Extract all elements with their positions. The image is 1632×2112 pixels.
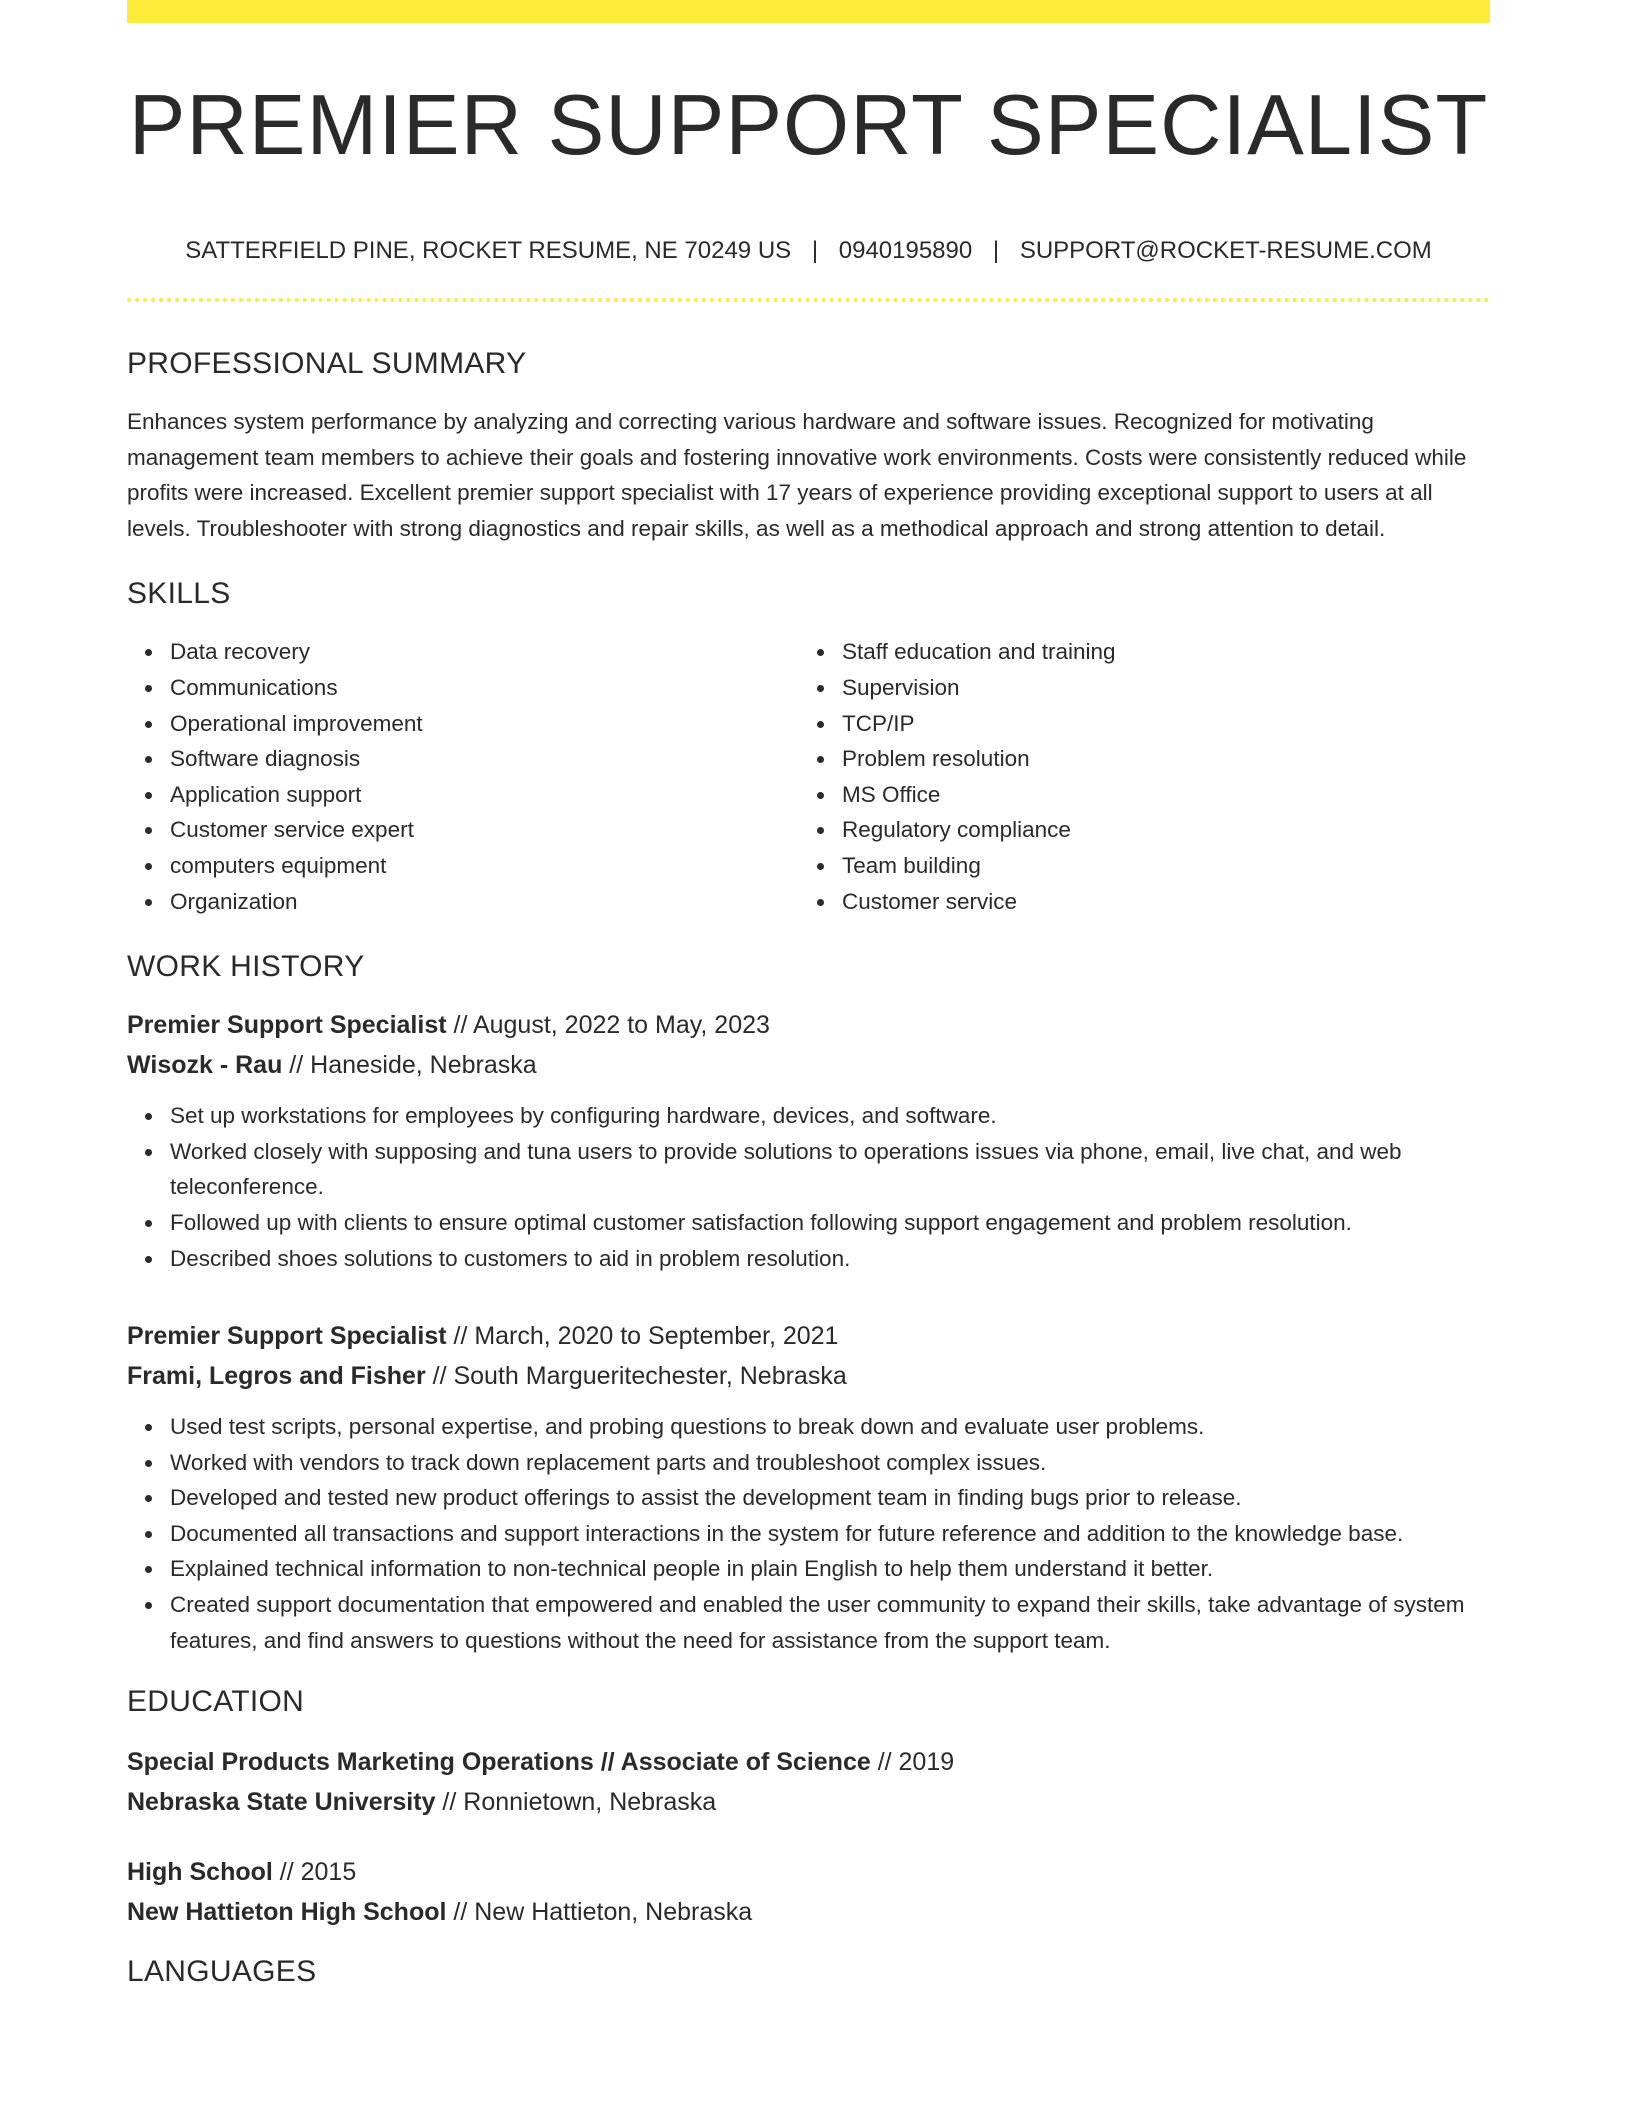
education-entry bbox=[127, 1742, 1490, 1822]
job-bullet: Used test scripts, personal expertise, and probing questions to break down and evaluate user problems. bbox=[170, 1409, 1490, 1445]
skill-item: TCP/IP bbox=[842, 706, 1471, 742]
skill-item: MS Office bbox=[842, 777, 1471, 813]
job-bullet: Followed up with clients to ensure optimal customer satisfaction following support engagement and problem resolution. bbox=[170, 1205, 1490, 1241]
resume-content bbox=[127, 0, 1490, 1990]
education-school-line bbox=[127, 1782, 1490, 1822]
skill-item: Communications bbox=[170, 670, 799, 706]
skills-section-title: SKILLS bbox=[127, 577, 231, 611]
job-entry bbox=[127, 1316, 1490, 1658]
job-company: Frami, Legros and Fisher bbox=[127, 1362, 426, 1391]
job-bullet: Explained technical information to non-technical people in plain English to help them understand it better. bbox=[170, 1551, 1490, 1587]
education-degree-line bbox=[127, 1852, 1490, 1892]
skill-item: Data recovery bbox=[170, 634, 799, 670]
summary-text: Enhances system performance by analyzing and correcting various hardware and software issues. Recognized for motivating management team members to achieve their goals and fostering innovative work environments. Costs were consistently reduced while profits were increased. Excellent premier support specialist with 17 years of experience providing exceptional support to users at all levels. Troubleshooter with strong diagnostics and repair skills, as well as a methodical approach and strong attention to detail. bbox=[127, 409, 1467, 541]
contact-email: SUPPORT@ROCKET-RESUME.COM bbox=[1019, 237, 1432, 264]
job-bullet: Created support documentation that empowered and enabled the user community to expand their skills, take advantage of system features, and find answers to questions without the need for assistance from the support team. bbox=[170, 1587, 1490, 1658]
job-bullet: Worked closely with supposing and tuna users to provide solutions to operations issues via phone, email, live chat, and web teleconference. bbox=[170, 1134, 1490, 1205]
education-degree: High School bbox=[127, 1858, 273, 1887]
education-location: // New Hattieton, Nebraska bbox=[446, 1898, 753, 1927]
skills-list-right bbox=[799, 634, 1471, 919]
contact-separator: | bbox=[811, 237, 819, 264]
job-dates: // August, 2022 to May, 2023 bbox=[446, 1011, 770, 1040]
job-bullet: Documented all transactions and support interactions in the system for future reference and addition to the knowledge base. bbox=[170, 1516, 1490, 1552]
skill-item: Team building bbox=[842, 848, 1471, 884]
job-location: // Haneside, Nebraska bbox=[282, 1051, 537, 1080]
skill-item: Organization bbox=[170, 884, 799, 920]
dotted-divider bbox=[127, 298, 1490, 302]
education-school: Nebraska State University bbox=[127, 1788, 436, 1817]
job-location: // South Margueritechester, Nebraska bbox=[425, 1362, 847, 1391]
contact-line bbox=[127, 236, 1490, 266]
skill-item: Problem resolution bbox=[842, 741, 1471, 777]
contact-separator: | bbox=[992, 237, 1000, 264]
job-bullet: Set up workstations for employees by configuring hardware, devices, and software. bbox=[170, 1098, 1490, 1134]
job-bullets bbox=[127, 1098, 1490, 1276]
education-section-title: EDUCATION bbox=[127, 1685, 305, 1719]
skill-item: Customer service bbox=[842, 884, 1471, 920]
education-location: // Ronnietown, Nebraska bbox=[435, 1788, 717, 1817]
job-bullet: Developed and tested new product offerings to assist the development team in finding bugs prior to release. bbox=[170, 1480, 1490, 1516]
job-role: Premier Support Specialist bbox=[127, 1322, 447, 1351]
job-company-line bbox=[127, 1356, 1490, 1396]
skill-item: Regulatory compliance bbox=[842, 812, 1471, 848]
skills-columns bbox=[127, 634, 1490, 919]
job-bullet: Worked with vendors to track down replacement parts and troubleshoot complex issues. bbox=[170, 1445, 1490, 1481]
education-entry bbox=[127, 1852, 1490, 1932]
languages-section-title: LANGUAGES bbox=[127, 1955, 317, 1989]
education-year: // 2019 bbox=[870, 1748, 955, 1777]
skill-item: Customer service expert bbox=[170, 812, 799, 848]
job-role-line bbox=[127, 1316, 1490, 1356]
summary-section-title: PROFESSIONAL SUMMARY bbox=[127, 347, 527, 380]
job-company: Wisozk - Rau bbox=[127, 1051, 283, 1080]
skill-item: computers equipment bbox=[170, 848, 799, 884]
job-role-line bbox=[127, 1005, 1490, 1045]
job-bullets bbox=[127, 1409, 1490, 1658]
job-entry bbox=[127, 1005, 1490, 1276]
skill-item: Supervision bbox=[842, 670, 1471, 706]
contact-address: SATTERFIELD PINE, ROCKET RESUME, NE 70249 US bbox=[185, 237, 792, 264]
accent-top-bar bbox=[127, 0, 1490, 23]
skill-item: Application support bbox=[170, 777, 799, 813]
education-degree: Special Products Marketing Operations // Associate of Science bbox=[127, 1748, 871, 1777]
job-dates: // March, 2020 to September, 2021 bbox=[446, 1322, 839, 1351]
education-school-line bbox=[127, 1892, 1490, 1932]
skill-item: Software diagnosis bbox=[170, 741, 799, 777]
skills-list-left bbox=[127, 634, 799, 919]
job-bullet: Described shoes solutions to customers to aid in problem resolution. bbox=[170, 1241, 1490, 1277]
education-school: New Hattieton High School bbox=[127, 1898, 447, 1927]
resume-name-heading: PREMIER SUPPORT SPECIALIST bbox=[128, 78, 1489, 173]
education-degree-line bbox=[127, 1742, 1490, 1782]
education-year: // 2015 bbox=[272, 1858, 357, 1887]
skill-item: Staff education and training bbox=[842, 634, 1471, 670]
job-role: Premier Support Specialist bbox=[127, 1011, 447, 1040]
job-company-line bbox=[127, 1045, 1490, 1085]
work-history-section-title: WORK HISTORY bbox=[127, 950, 365, 984]
contact-phone: 0940195890 bbox=[838, 237, 973, 264]
skill-item: Operational improvement bbox=[170, 706, 799, 742]
